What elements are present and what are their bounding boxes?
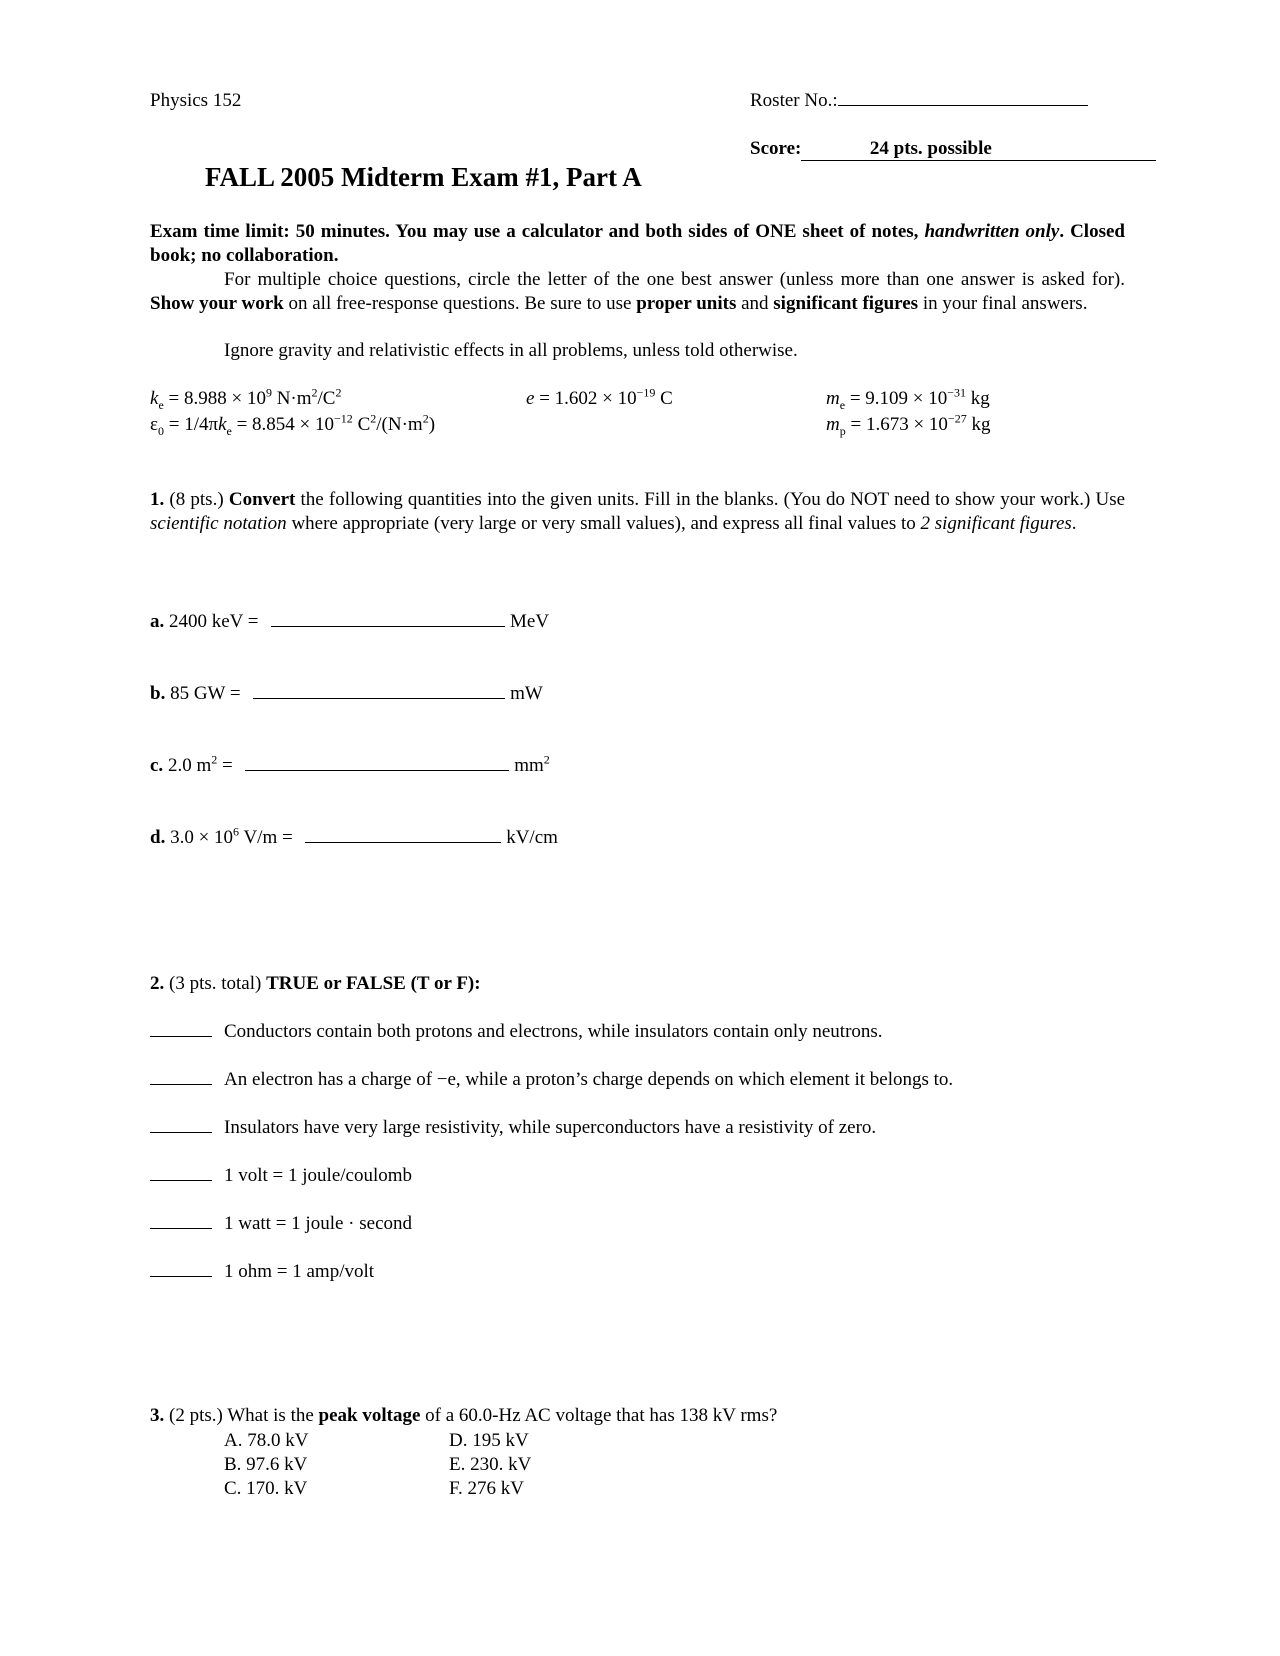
score-value: 24 pts. possible bbox=[869, 138, 992, 159]
q1c-unit-exp: 2 bbox=[543, 752, 550, 767]
ke-unit: N·m bbox=[271, 388, 312, 409]
q1c-label: c. bbox=[150, 755, 164, 776]
q1d-text: 3.0 × 10 bbox=[170, 827, 234, 848]
q1-number: 1. bbox=[150, 489, 165, 510]
tf-answer-blank[interactable] bbox=[150, 1070, 212, 1085]
mc-and: and bbox=[741, 293, 769, 314]
q1c-unit: mm bbox=[514, 755, 544, 776]
q1-part-a bbox=[150, 611, 549, 633]
mp-unit: kg bbox=[966, 414, 991, 435]
me-exp: −31 bbox=[947, 385, 967, 400]
ke-unit2-exp: 2 bbox=[335, 385, 342, 400]
me-unit: kg bbox=[966, 388, 990, 409]
mc-sig-figs: significant figures bbox=[773, 293, 919, 314]
choice-b[interactable]: B. 97.6 kV bbox=[224, 1454, 308, 1475]
q1-points: (8 pts.) bbox=[169, 489, 224, 510]
q1-text-c: . bbox=[1071, 513, 1077, 534]
question-1 bbox=[150, 488, 1125, 536]
eps-exp: −12 bbox=[334, 411, 353, 426]
tf-answer-blank[interactable] bbox=[150, 1118, 212, 1133]
constant-ke bbox=[150, 385, 342, 412]
choice-d[interactable]: D. 195 kV bbox=[449, 1430, 529, 1451]
ke-unit2: /C bbox=[317, 388, 336, 409]
eps-b: = 1/4π bbox=[163, 414, 219, 435]
q1a-label: a. bbox=[150, 611, 165, 632]
score-field bbox=[750, 138, 1156, 161]
me-sub: e bbox=[839, 397, 846, 412]
mc-text-a: For multiple choice questions, circle the letter of the one best answer (unless more than one answer is asked for). bbox=[224, 269, 1125, 290]
e-exp: −19 bbox=[636, 385, 656, 400]
ke-sub: e bbox=[158, 397, 164, 412]
mp-symbol: m bbox=[826, 414, 840, 435]
instructions-italic: handwritten only bbox=[924, 221, 1060, 242]
mc-proper-units: proper units bbox=[636, 293, 737, 314]
mc-show-work: Show your work bbox=[150, 293, 284, 314]
q1b-answer-blank[interactable] bbox=[253, 684, 505, 699]
q3-choices-right bbox=[449, 1429, 531, 1501]
q1b-label: b. bbox=[150, 683, 166, 704]
q2-number: 2. bbox=[150, 973, 165, 994]
mp-exp: −27 bbox=[947, 411, 967, 426]
roster-label: Roster No.: bbox=[750, 90, 838, 111]
tf-item bbox=[150, 1021, 883, 1043]
mp-value: = 1.673 × 10 bbox=[845, 414, 948, 435]
question-3 bbox=[150, 1405, 777, 1427]
q1-part-d bbox=[150, 824, 558, 849]
q1b-unit: mW bbox=[510, 683, 543, 704]
me-value: = 9.109 × 10 bbox=[845, 388, 948, 409]
tf-item bbox=[150, 1213, 412, 1235]
tf-answer-blank[interactable] bbox=[150, 1166, 212, 1181]
roster-field bbox=[750, 90, 1088, 112]
q3-peak-voltage: peak voltage bbox=[318, 1405, 421, 1426]
ke-exp: 9 bbox=[265, 385, 272, 400]
choice-f[interactable]: F. 276 kV bbox=[449, 1478, 525, 1499]
q1c-text: 2.0 m bbox=[167, 755, 212, 776]
course-name: Physics 152 bbox=[150, 90, 242, 111]
eps-symbol: ε bbox=[150, 414, 158, 435]
q3-number: 3. bbox=[150, 1405, 165, 1426]
choice-a[interactable]: A. 78.0 kV bbox=[224, 1430, 309, 1451]
eps-ksub: e bbox=[226, 423, 232, 438]
q3-choices-left bbox=[224, 1429, 308, 1501]
q1-text-a: the following quantities into the given units. Fill in the blanks. (You do NOT need to show your work.) Use bbox=[300, 489, 1126, 510]
q1c-exp: 2 bbox=[211, 752, 218, 767]
instructions-main bbox=[150, 220, 1125, 268]
q1d-exp: 6 bbox=[233, 824, 240, 839]
eps-sub: 0 bbox=[157, 423, 164, 438]
e-value: = 1.602 × 10 bbox=[534, 388, 637, 409]
ke-value: = 8.988 × 10 bbox=[163, 388, 266, 409]
e-unit: C bbox=[655, 388, 673, 409]
eps-e-exp: 2 bbox=[422, 411, 429, 426]
eps-d-exp: 2 bbox=[370, 411, 377, 426]
q1-sig: 2 significant figures bbox=[920, 513, 1072, 534]
ke-unit-exp: 2 bbox=[311, 385, 318, 400]
mp-sub: p bbox=[839, 423, 846, 438]
exam-title: FALL 2005 Midterm Exam #1, Part A bbox=[205, 162, 642, 192]
q1a-unit: MeV bbox=[510, 611, 550, 632]
tf-answer-blank[interactable] bbox=[150, 1022, 212, 1037]
q3-text-a: What is the bbox=[227, 1405, 314, 1426]
instructions-gravity: Ignore gravity and relativistic effects in all problems, unless told otherwise. bbox=[224, 340, 798, 361]
instructions-mc bbox=[150, 268, 1125, 316]
tf-item bbox=[150, 1165, 412, 1187]
q1d-answer-blank[interactable] bbox=[305, 828, 501, 843]
instructions-end: . Closed book; no collaboration. bbox=[150, 221, 1125, 266]
constant-me bbox=[826, 385, 990, 412]
ke-symbol: k bbox=[150, 388, 159, 409]
tf-statement: 1 ohm = 1 amp/volt bbox=[224, 1261, 375, 1282]
tf-statement: 1 watt = 1 joule · second bbox=[224, 1213, 413, 1234]
constant-epsilon bbox=[150, 411, 436, 438]
tf-answer-blank[interactable] bbox=[150, 1214, 212, 1229]
q3-points: (2 pts.) bbox=[169, 1405, 223, 1426]
constant-e bbox=[526, 385, 673, 410]
roster-blank[interactable] bbox=[838, 91, 1088, 106]
eps-k: k bbox=[218, 414, 227, 435]
me-symbol: m bbox=[826, 388, 840, 409]
q1-part-b bbox=[150, 683, 543, 705]
q1-convert: Convert bbox=[228, 489, 296, 510]
choice-e[interactable]: E. 230. kV bbox=[449, 1454, 532, 1475]
tf-item bbox=[150, 1117, 876, 1139]
tf-item bbox=[150, 1069, 953, 1091]
q1a-answer-blank[interactable] bbox=[271, 612, 505, 627]
tf-statement: Insulators have very large resistivity, while superconductors have a resistivity of zero. bbox=[224, 1117, 877, 1138]
eps-f: ) bbox=[428, 414, 436, 435]
q1-text-b: where appropriate (very large or very small values), and express all final values to bbox=[291, 513, 916, 534]
mc-text-c: in your final answers. bbox=[922, 293, 1088, 314]
q1-sci: scientific notation bbox=[150, 513, 287, 534]
tf-statement: An electron has a charge of −e, while a proton’s charge depends on which element it belongs to. bbox=[224, 1069, 954, 1090]
choice-c[interactable]: C. 170. kV bbox=[224, 1478, 308, 1499]
instructions-bold: Exam time limit: 50 minutes. You may use a calculator and both sides of ONE sheet of notes, bbox=[150, 221, 919, 242]
q2-points: (3 pts. total) bbox=[169, 973, 262, 994]
q2-heading: TRUE or FALSE (T or F): bbox=[266, 973, 481, 994]
eps-e: /(N·m bbox=[376, 414, 423, 435]
tf-item bbox=[150, 1261, 374, 1283]
q1d-label: d. bbox=[150, 827, 166, 848]
q1d-unit: kV/cm bbox=[506, 827, 558, 848]
score-blank bbox=[801, 138, 1156, 161]
q1c-answer-blank[interactable] bbox=[245, 756, 509, 771]
tf-answer-blank[interactable] bbox=[150, 1262, 212, 1277]
constant-mp bbox=[826, 411, 991, 438]
q1c-eq: = bbox=[217, 755, 233, 776]
tf-statement: 1 volt = 1 joule/coulomb bbox=[224, 1165, 413, 1186]
q1-part-c bbox=[150, 752, 550, 777]
q1d-text2: V/m = bbox=[239, 827, 293, 848]
mc-text-b: on all free-response questions. Be sure to use bbox=[288, 293, 632, 314]
q1a-text: 2400 keV = bbox=[169, 611, 259, 632]
e-symbol: e bbox=[526, 388, 535, 409]
eps-d: C bbox=[352, 414, 371, 435]
q1b-text: 85 GW = bbox=[170, 683, 241, 704]
score-label: Score: bbox=[750, 138, 802, 159]
eps-c: = 8.854 × 10 bbox=[231, 414, 335, 435]
q3-text-b: of a 60.0-Hz AC voltage that has 138 kV rms? bbox=[425, 1405, 778, 1426]
question-2 bbox=[150, 973, 481, 995]
tf-statement: Conductors contain both protons and electrons, while insulators contain only neutrons. bbox=[224, 1021, 883, 1042]
